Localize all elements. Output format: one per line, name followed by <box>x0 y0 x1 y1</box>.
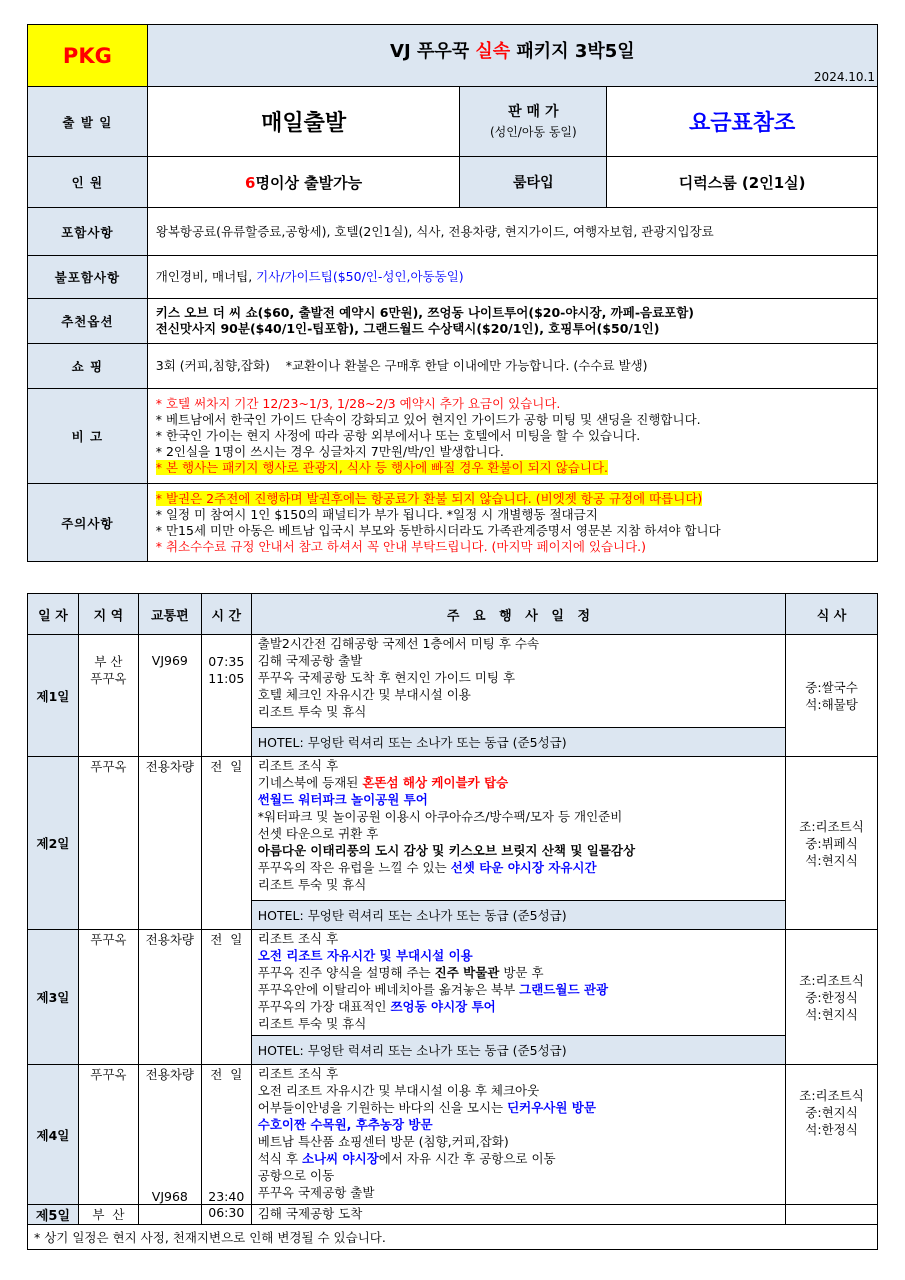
options-value: 키스 오브 더 씨 쇼($60, 출발전 예약시 6만원), 쯔엉동 나이트투어($20-야시장, 까페-음료포함) 전신맛사지 90분($40/1인-팁포함), 그랜드월드 수상택시($20/1인), 호핑투어($50/1인) <box>147 299 877 344</box>
header-schedule: 주 요 행 사 일 정 <box>251 594 785 635</box>
day3-activities: 리조트 조식 후 오전 리조트 자유시간 및 부대시설 이용 푸꾸옥 진주 양식을 설명해 주는 진주 박물관 방문 후 푸꾸옥안에 이탈리아 베네치아를 옮겨놓은 북부 그랜드월드 관광 푸꾸옥의 가장 대표적인 쯔엉동 야시장 투어 리조트 투숙 및 휴식 <box>251 930 785 1036</box>
included-value: 왕복항공료(유류할증료,공항세), 호텔(2인1실), 식사, 전용차량, 현지가이드, 여행자보험, 관광지입장료 <box>147 208 877 256</box>
header-transport: 교통편 <box>138 594 201 635</box>
caution-value: * 발권은 2주전에 진행하며 발권후에는 항공료가 환불 되지 않습니다. (비엣젯 항공 규정에 따릅니다) * 일정 미 참여시 1인 $150의 패널티가 부가 됩니다. *일정 시 개별행동 절대금지 * 만15세 미만 아동은 베트남 입국시 부모와 동반하시더라도 가족관계증명서 영문본 지참 하셔야 합니다 * 취소수수료 규정 안내서 참고 하셔서 꼭 안내 부탁드립니다. (마지막 페이지에 있습니다.) <box>147 484 877 562</box>
day1-meals: 중:쌀국수 석:해물탕 <box>786 635 878 757</box>
day2-activities: 리조트 조식 후 기네스북에 등재된 혼똔섬 해상 케이블카 탑승 썬월드 워터파크 놀이공원 투어 *워터파크 및 놀이공원 이용시 아쿠아슈즈/방수팩/모자 등 개인준비 선셋 타운으로 귀환 후 아름다운 이태리풍의 도시 감상 및 키스오브 브릿지 산책 및 일몰감상 푸꾸옥의 작은 유럽을 느낄 수 있는 선셋 타운 야시장 자유시간 리조트 투숙 및 휴식 <box>251 757 785 901</box>
day5-label: 제5일 <box>28 1205 79 1225</box>
day4-region: 푸꾸옥 <box>78 1065 138 1205</box>
day4-flight: VJ968 <box>151 1189 188 1204</box>
day2-region: 푸꾸옥 <box>78 757 138 930</box>
day1-time: 07:35 11:05 <box>201 635 251 757</box>
day5-time: 06:30 <box>201 1205 251 1225</box>
excluded-label: 불포함사항 <box>28 256 148 299</box>
day1-label: 제1일 <box>28 635 79 757</box>
pkg-badge: PKG <box>28 25 148 87</box>
day5-transport <box>138 1205 201 1225</box>
header-region: 지 역 <box>78 594 138 635</box>
header-meal: 식 사 <box>786 594 878 635</box>
day3-hotel: HOTEL: 무엉탄 럭셔리 또는 소나가 또는 동급 (준5성급) <box>251 1036 785 1065</box>
day3-transport: 전용차량 <box>138 930 201 1065</box>
day5-activity: 김해 국제공항 도착 <box>251 1205 785 1225</box>
day4-activities: 리조트 조식 후 오전 리조트 자유시간 및 부대시설 이용 후 체크아웃 어부들이안녕을 기원하는 바다의 신을 모시는 딘커우사원 방문 수호이짠 수목원, 후추농장 방문 베트남 특산품 쇼핑센터 방문 (침향,커피,잡화) 석식 후 소나씨 야시장에서 자유 시간 후 공항으로 이동 공항으로 이동 푸꾸옥 국제공항 출발 <box>251 1065 785 1205</box>
day3-label: 제3일 <box>28 930 79 1065</box>
depart-value: 매일출발 <box>147 87 460 157</box>
day1-hotel: HOTEL: 무엉탄 럭셔리 또는 소나가 또는 동급 (준5성급) <box>251 728 785 757</box>
page-title: VJ 푸우꾹 실속 패키지 3박5일 2024.10.1 <box>147 25 877 87</box>
price-value: 요금표참조 <box>607 87 878 157</box>
room-value: 디럭스룸 (2인1실) <box>607 157 878 208</box>
day2-row <box>28 757 878 901</box>
day2-transport: 전용차량 <box>138 757 201 930</box>
people-label: 인 원 <box>28 157 148 208</box>
day5-meals <box>786 1205 878 1225</box>
excluded-value: 개인경비, 매너팁, 기사/가이드팁($50/인-성인,아동동일) <box>147 256 877 299</box>
day4-meals: 조:리조트식 중:현지식 석:한정식 <box>786 1065 878 1205</box>
included-label: 포함사항 <box>28 208 148 256</box>
document-date: 2024.10.1 <box>813 70 875 84</box>
day3-row <box>28 930 878 1036</box>
caution-label: 주의사항 <box>28 484 148 562</box>
day2-hotel: HOTEL: 무엉탄 럭셔리 또는 소나가 또는 동급 (준5성급) <box>251 901 785 930</box>
header-day: 일 자 <box>28 594 79 635</box>
day1-transport: VJ969 <box>138 635 201 757</box>
day5-row <box>28 1205 878 1225</box>
day2-label: 제2일 <box>28 757 79 930</box>
day3-region: 푸꾸옥 <box>78 930 138 1065</box>
day5-region: 부 산 <box>78 1205 138 1225</box>
header-time: 시 간 <box>201 594 251 635</box>
footnote: * 상기 일정은 현지 사정, 천재지변으로 인해 변경될 수 있습니다. <box>28 1225 878 1250</box>
options-label: 추천옵션 <box>28 299 148 344</box>
price-label: 판 매 가 (성인/아동 동일) <box>460 87 607 157</box>
shopping-label: 쇼 핑 <box>28 344 148 389</box>
day4-transport: 전용차량 VJ968 <box>138 1065 201 1205</box>
day4-label: 제4일 <box>28 1065 79 1205</box>
package-info-table <box>27 24 878 562</box>
notes-value: * 호텔 써차지 기간 12/23~1/3, 1/28~2/3 예약시 추가 요금이 있습니다. * 베트남에서 한국인 가이드 단속이 강화되고 있어 현지인 가이드가 공항 미팅 및 샌딩을 진행합니다. * 한국인 가이는 현지 사정에 따라 공항 외부에서나 또는 호텔에서 미팅을 할 수 있습니다. * 2인실을 1명이 쓰시는 경우 싱글차지 7만원/박/인 발생합니다. * 본 행사는 패키지 행사로 관광지, 식사 등 행사에 빠질 경우 환불이 되지 않습니다. <box>147 389 877 484</box>
day4-departure-time: 23:40 <box>208 1189 245 1204</box>
day4-row <box>28 1065 878 1205</box>
day1-row <box>28 635 878 728</box>
notes-label: 비 고 <box>28 389 148 484</box>
day1-activities: 출발2시간전 김해공항 국제선 1층에서 미팅 후 수속 김해 국제공항 출발 푸꾸옥 국제공항 도착 후 현지인 가이드 미팅 후 호텔 체크인 자유시간 및 부대시설 이용 리조트 투숙 및 휴식 <box>251 635 785 728</box>
room-label: 룸타입 <box>460 157 607 208</box>
day3-meals: 조:리조트식 중:한정식 석:현지식 <box>786 930 878 1065</box>
day1-region: 부 산 푸꾸옥 <box>78 635 138 757</box>
day2-meals: 조:리조트식 중:뷔페식 석:현지식 <box>786 757 878 930</box>
depart-label: 출 발 일 <box>28 87 148 157</box>
shopping-value: 3회 (커피,침향,잡화) *교환이나 환불은 구매후 한달 이내에만 가능합니다. (수수료 발생) <box>147 344 877 389</box>
day3-time: 전 일 <box>201 930 251 1065</box>
day4-time: 전 일 23:40 <box>201 1065 251 1205</box>
people-value: 6명이상 출발가능 <box>147 157 460 208</box>
itinerary-table <box>27 593 878 1250</box>
day2-time: 전 일 <box>201 757 251 930</box>
